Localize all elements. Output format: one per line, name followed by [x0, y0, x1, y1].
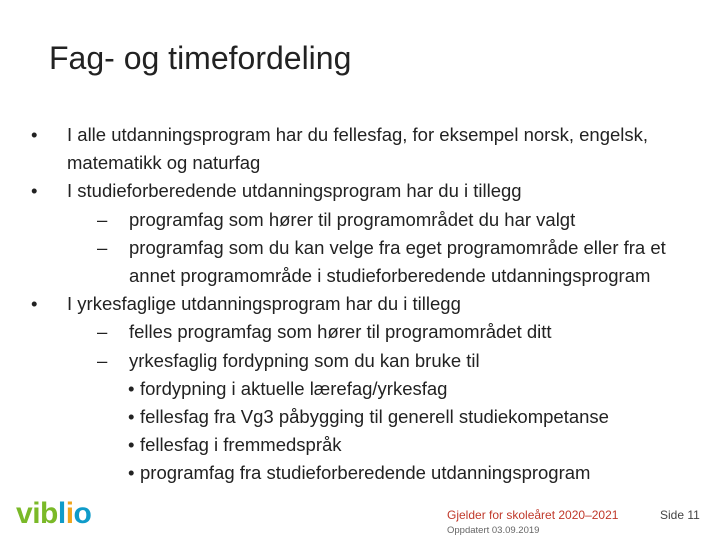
sub-bullet-text: – felles programfag som hører til programområdet ditt [129, 321, 552, 343]
sub-sub-bullet-item [30, 459, 710, 487]
logo-letter: i [32, 497, 41, 530]
logo-letter: o [73, 497, 92, 530]
bullet-text: • I studieforberedende utdanningsprogram har du i tillegg [67, 180, 522, 202]
sub-sub-bullet-text: • fellesfag fra Vg3 påbygging til generell studiekompetanse [140, 406, 609, 428]
logo-letter: i [65, 497, 74, 530]
bullet-item [30, 177, 710, 205]
bullet-text: matematikk og naturfag [67, 152, 261, 174]
bullet-text: • I alle utdanningsprogram har du fellesfag, for eksempel norsk, engelsk, [67, 124, 649, 145]
sub-sub-bullet-text: • fordypning i aktuelle lærefag/yrkesfag [140, 377, 448, 399]
sub-bullet-text: – programfag som du kan velge fra eget programområde eller fra et [129, 236, 666, 258]
bullet-text: • I yrkesfaglige utdanningsprogram har du i tillegg [67, 293, 461, 315]
logo-letter: b [40, 497, 58, 530]
sub-sub-bullet-item [30, 403, 710, 431]
bullet-item [30, 290, 710, 318]
sub-bullet-item [30, 234, 710, 290]
sub-bullet-item [30, 318, 710, 346]
sub-sub-bullet-item [30, 431, 710, 459]
footer-school-year: Gjelder for skoleåret 2020–2021 [447, 508, 619, 522]
sub-bullet-text: – yrkesfaglig fordypning som du kan bruke til [129, 349, 480, 371]
viblio-logo [16, 497, 91, 531]
sub-sub-bullet-text: • fellesfag i fremmedspråk [140, 434, 342, 456]
page-number: Side 11 [660, 508, 700, 522]
sub-bullet-item [30, 206, 710, 234]
logo-letter: l [57, 497, 66, 530]
footer-updated-date: Oppdatert 03.09.2019 [447, 525, 540, 536]
sub-sub-bullet-text: • programfag fra studieforberedende utdanningsprogram [140, 462, 591, 484]
bullet-list [30, 121, 710, 488]
bullet-item [30, 121, 710, 177]
sub-bullet-text: annet programområde i studieforberedende utdanningsprogram [129, 265, 651, 287]
logo-letter: v [16, 497, 33, 530]
sub-bullet-text: – programfag som hører til programområdet du har valgt [129, 208, 576, 230]
sub-bullet-item [30, 347, 710, 375]
sub-sub-bullet-item [30, 375, 710, 403]
slide-title: Fag- og timefordeling [49, 40, 352, 76]
